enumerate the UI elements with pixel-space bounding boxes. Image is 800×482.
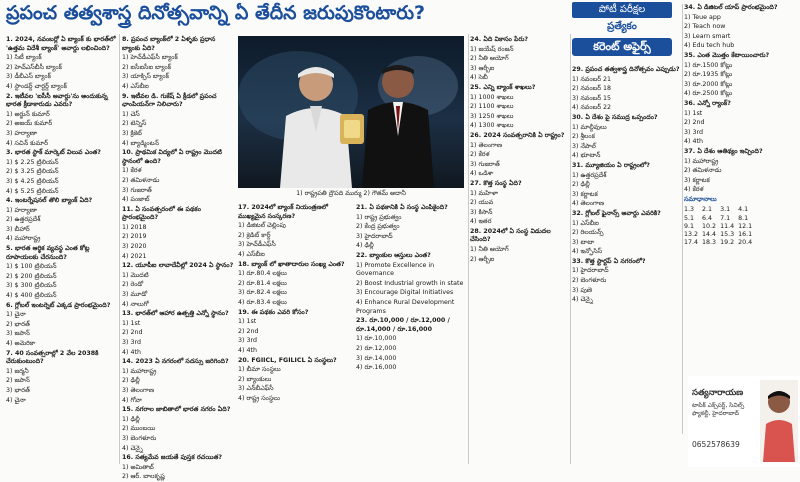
answer-option: 4) ఢిల్లీ <box>356 242 374 250</box>
answer-option: 4) $ 400 ట్రిలియన్ <box>6 292 57 300</box>
answer-option: 3) కర్ణాటక <box>684 176 710 184</box>
answer-option: 3) 3rd <box>238 337 257 345</box>
question-text: 14. 2023 ఏ నగరంలో సదస్సు జరిగింది? <box>122 358 229 366</box>
answer-option: 1) ఎస్‌బీఐ <box>572 219 599 227</box>
answer-option: 4) స్టాండర్డ్ చార్టర్డ్ బ్యాంక్ <box>6 82 67 90</box>
answer-option: 4) రాష్ట్ర సంస్థలు <box>238 394 280 402</box>
answer-option: 3) $ 4.25 ట్రిలియన్ <box>6 177 59 185</box>
answer-option: 3) ఆర్బీఐ <box>470 64 495 72</box>
answer-option: 3) Encourage Digital Initiatives <box>356 289 454 297</box>
answer-option: 3) 3rd <box>684 128 703 136</box>
author-box <box>688 376 800 467</box>
answer-option: 3) డీబీఎస్ బ్యాంక్ <box>6 73 51 81</box>
question-text: 22. బ్యాంకుల ఆస్తులు ఎంత? <box>356 251 431 259</box>
answer-cell: 13.2 <box>684 231 699 239</box>
answer-option: 3) బెంగళూరు <box>122 434 157 442</box>
answer-option: 2) తమిళనాడు <box>122 176 160 184</box>
answer-option: 3) నేపాల్ <box>572 142 596 150</box>
answer-option: 2) తమిళనాడు <box>684 167 722 175</box>
answer-option: 1) $ 100 ట్రిలియన్ <box>6 263 57 271</box>
answer-option: 1) మాల్దీవులు <box>572 123 607 131</box>
question-text: 28. 2024లో ఏ సంస్థ విడుదల చేసింది? <box>470 227 551 244</box>
answer-option: 1) ఢిల్లీ <box>122 415 140 423</box>
answer-option: 2) అజయ్ కుమార్ <box>6 120 53 128</box>
column-divider <box>682 4 683 434</box>
answer-option: 3) రూ.14,000 <box>356 354 397 362</box>
answer-option: 1) 1st <box>684 109 703 117</box>
question-text: 34. ఏ డిజిటల్ యాప్ ప్రారంభమైంది? <box>684 4 778 11</box>
question-text: 18. బ్యాంక్ లో ఖాతాదారుల సంఖ్య ఎంత? <box>238 260 345 268</box>
question-text: 16. సత్యమేవ జయతే పుస్తక రచయిత? <box>122 454 222 462</box>
answers-title: సమాధానాలు <box>684 195 717 203</box>
answer-option: 1) జర్మనీ <box>6 367 29 375</box>
question-text: 7. 40 సంవత్సరాల్లో 2 వేల 2038కి చేరుకుంటుంది? <box>6 349 99 366</box>
question-text: 4. ఇంటర్నేషనల్ తొలి బ్యాంక్ ఏది? <box>6 197 93 205</box>
answer-option: 3) బీహార్ <box>6 225 30 233</box>
answer-cell: 20.4 <box>738 239 753 247</box>
answer-cell: 12.1 <box>738 222 753 230</box>
answer-option: 3) భారత్ <box>6 386 30 394</box>
answer-cell: 19.2 <box>720 239 735 247</box>
answer-option: 2) నవంబర్ 18 <box>572 85 612 93</box>
question-text: 17. 2024లో బ్యాంక్ నియంత్రణలో ముఖ్యమైన సంస్కరణ? <box>238 204 329 220</box>
answer-option: 3) జపాన్ <box>6 330 30 338</box>
answer-option: 3) మూడో <box>122 291 148 299</box>
answer-option: 4) Edu tech hub <box>684 42 735 50</box>
answer-option: 4) 2021 <box>122 252 147 260</box>
answer-option: 1) కేరళ <box>122 167 142 175</box>
question-text: 26. 2024 సంవత్సరానికి ఏ రాష్ట్రం? <box>470 131 565 139</box>
question-text: 5. భారత ఆర్థిక వ్యవస్థ ఎంత కోట్ల రూపాయలకు చేరనుంది? <box>6 245 90 261</box>
column-divider <box>119 34 120 464</box>
answer-option: 2) రిలయన్స్ <box>572 229 604 237</box>
answer-option: 1) సిటీ బ్యాంక్ <box>6 54 42 62</box>
photo-caption: 1) రాష్ట్రపతి ద్రౌపది ముర్ము 2) గౌతమ్ అదానీ <box>296 190 406 197</box>
answer-option: 4) మహారాష్ట్ర <box>6 235 41 243</box>
question-text: 32. గ్లోబల్ ఫైనాన్స్ అవార్డు ఎవరికి? <box>572 209 661 217</box>
answer-option: 3) కర్ణాటక <box>572 190 598 198</box>
question-text: 24. ఏది వికాసం పేరు? <box>470 36 529 43</box>
answer-cell: 3.1 <box>720 206 731 214</box>
answer-cell: 8.1 <box>738 214 749 222</box>
question-text: 35. ఎంత మొత్తం కేటాయించారు? <box>684 51 770 59</box>
answer-option: 4) సెబీ <box>470 74 488 82</box>
answer-option: 2) రూ.81.4 లక్షలు <box>238 279 287 287</box>
question-text: 30. ఏ దేశం పై సముద్ర ఒప్పందం? <box>572 113 658 121</box>
answer-option: 1) మహిళా <box>470 189 498 197</box>
answer-option: 1) జయేష్ రంజన్ <box>470 45 514 53</box>
author-phone: 0652578639 <box>692 440 740 449</box>
banner-tag-exams: పోటీ పరీక్షల <box>572 2 672 18</box>
answer-option: 4) ఇన్ఫోసిస్ <box>572 248 603 256</box>
answer-option: 1) అమితాబ్ <box>122 463 154 471</box>
answer-option: 2) హెచ్‌ఎస్‌బీసీ బ్యాంక్ <box>6 63 62 71</box>
question-column-2 <box>122 36 234 481</box>
answer-option: 2) భారత్ <box>6 320 30 328</box>
answer-option: 2) 2nd <box>238 327 259 335</box>
banner-tag-current-affairs: కరెంట్ అఫైర్స్ <box>572 38 672 56</box>
question-text: 37. ఏ దేశం ఆతిథ్యం ఇచ్చింది? <box>684 147 763 155</box>
answer-option: 2) ముంబయి <box>122 425 156 433</box>
answer-option: 1) తెలంగాణ <box>470 141 503 149</box>
answer-option: 4) ఎస్‌బీఐ <box>122 82 149 90</box>
answer-option: 2) రూ.1935 కోట్లు <box>684 71 733 79</box>
question-text: 13. భారత్‌లో ఆహార ఉత్పత్తి ఎన్నో స్థానం? <box>122 310 229 318</box>
answer-option: 3) 1250 శాఖలు <box>470 112 514 120</box>
answer-option: 1) చైనా <box>6 311 26 319</box>
question-text: 31. మ్యూజియం ఏ రాష్ట్రంలో? <box>572 161 650 169</box>
answer-option: 2) టెన్నిస్ <box>122 120 147 128</box>
column-divider <box>570 34 571 464</box>
answer-option: 2) నీతి ఆయోగ్ <box>470 55 509 63</box>
answer-option: 4) నవంబర్ 22 <box>572 104 612 112</box>
answer-cell: 11.4 <box>720 222 735 230</box>
question-text: 27. కొత్త సంస్థ ఏది? <box>470 179 522 187</box>
question-text: 9. ఇటీవల డి. గుకేష్ ఏ క్రీడలో ప్రపంచ ఛాంపియన్‌గా నిలిచారు? <box>122 92 217 109</box>
answer-option: 2) ఉత్తరప్రదేశ్ <box>6 216 41 224</box>
answer-option: 3) హెచ్‌డీఎఫ్‌సీ <box>238 241 276 249</box>
question-column-7 <box>684 4 798 374</box>
answer-cell: 2.1 <box>702 206 713 214</box>
answer-option: 4) 4th <box>122 348 141 356</box>
question-text: 10. ప్రాథమిక విద్యలో ఏ రాష్ట్రం మొదటి స్థానంలో ఉంది? <box>122 149 222 165</box>
answer-option: 1) 1st <box>122 319 141 327</box>
banner-tag-special: ప్రత్యేకం <box>607 21 637 32</box>
answer-option: 3) $ 300 ట్రిలియన్ <box>6 282 57 290</box>
answer-option: 3) కిసాన్ <box>470 208 493 216</box>
answers-row <box>684 231 756 239</box>
answer-option: 1) రూ.80.4 లక్షలు <box>238 270 287 278</box>
answer-option: 1) డిజిటల్ చెల్లింపు <box>238 222 286 230</box>
answer-option: 2) బెంగళూరు <box>572 277 607 285</box>
question-text: 21. ఏ పథకానికి ఏ సంస్థ ఎంపికైంది? <box>356 204 448 211</box>
answer-cell: 10.2 <box>702 222 717 230</box>
author-photo <box>760 380 798 462</box>
author-name: సత్యనారాయణ <box>692 388 744 398</box>
answer-option: 2) Teach now <box>684 23 726 31</box>
answer-cell: 6.4 <box>702 214 713 222</box>
answer-cell: 7.1 <box>720 214 731 222</box>
answer-option: 2) కేరళ <box>470 151 490 159</box>
question-column-6 <box>572 66 680 466</box>
answers-table <box>684 206 756 247</box>
answers-row <box>684 206 756 214</box>
answer-option: 4) Enhance Rural Development Programs <box>356 298 455 315</box>
answer-option: 1) Teue app <box>684 13 721 21</box>
answer-option: 2) క్రెడిట్ కార్డ్ <box>238 231 271 239</box>
answer-option: 3) 2020 <box>122 243 147 251</box>
answer-cell: 16.1 <box>738 231 753 239</box>
answer-option: 2) రూ.12,000 <box>356 344 397 352</box>
answer-cell: 4.1 <box>738 206 749 214</box>
answer-option: 4) చైనా <box>6 396 26 404</box>
answer-option: 4) 4th <box>238 346 257 354</box>
answer-option: 4) గోవా <box>122 396 142 404</box>
question-text: 3. భారత స్టాక్ మార్కెట్ విలువ ఎంత? <box>6 149 101 157</box>
question-text: 19. ఈ పథకం ఎవరి కోసం? <box>238 308 309 316</box>
answer-option: 2) రెండో <box>122 281 144 289</box>
answer-option: 4) తెలంగాణ <box>572 200 605 208</box>
answer-option: 2) 2nd <box>122 329 143 337</box>
answer-option: 4) 4th <box>684 138 703 146</box>
answer-cell: 1.3 <box>684 206 695 214</box>
question-column-3 <box>238 204 352 466</box>
award-ceremony-image <box>238 36 464 188</box>
answer-option: 4) రూ.2500 కోట్లు <box>684 90 733 98</box>
answer-option: 4) చెన్నై <box>572 296 593 304</box>
answer-option: 3) పుణె <box>572 286 592 294</box>
answer-cell: 14.4 <box>702 231 717 239</box>
answer-option: 1) మహారాష్ట్ర <box>122 367 157 375</box>
question-text: 33. కొత్త స్టార్టప్ ఏ నగరంలో? <box>572 257 646 265</box>
answer-option: 2) Boost Industrial growth in state <box>356 279 464 287</box>
answer-option: 3) 3rd <box>122 339 141 346</box>
answer-option: 1) 2018 <box>122 223 147 231</box>
answer-option: 4) ఒడిశా <box>470 170 494 178</box>
question-text: 2. ఇటీవల 'ఐసీసీ అవార్డు'ను అందుకున్న భారత క్రీడాకారుడు ఎవరు? <box>6 92 108 109</box>
answer-option: 4) చెన్నై <box>122 444 143 452</box>
article-headline: ప్రపంచ తత్వశాస్త్ర దినోత్సవాన్ని ఏ తేదీన జరుపుకొంటారు? <box>6 2 426 24</box>
answer-option: 1) బీమా సంస్థలు <box>238 366 281 374</box>
answer-option: 3) ఎన్‌బీఎఫ్‌సీ <box>238 385 274 393</box>
question-text: 20. FGIICL, FGILICL ఏ సంస్థలు? <box>238 356 337 364</box>
answer-cell: 9.1 <box>684 222 695 230</box>
answer-option: 4) 1300 శాఖలు <box>470 122 514 130</box>
answer-option: 1) Promote Excellence in Governance <box>356 261 435 278</box>
answer-option: 1) రూ.1500 కోట్లు <box>684 61 733 69</box>
answer-option: 1) హెచ్‌డీఎఫ్‌సీ బ్యాంక్ <box>122 54 178 62</box>
answer-option: 2) 2nd <box>684 119 705 127</box>
answer-option: 2) ఆర్. బాలకృష్ణ <box>122 473 165 481</box>
answers-row <box>684 215 756 223</box>
answer-option: 2) కేంద్ర ప్రభుత్వం <box>356 223 400 231</box>
answer-option: 1) హర్యాణా <box>6 206 38 214</box>
answer-option: 3) నవంబర్ 15 <box>572 94 612 102</box>
answers-row <box>684 223 756 231</box>
answer-option: 3) హైదరాబాద్ <box>356 232 393 240</box>
answer-option: 2) $ 200 ట్రిలియన్ <box>6 272 57 280</box>
question-text: 6. గ్లోబల్ ఇంటర్నెట్ ఎక్కడ ప్రారంభమైంది? <box>6 301 111 309</box>
answer-option: 2) $ 3.25 ట్రిలియన్ <box>6 168 59 176</box>
question-text: 12. యూపీఐ లావాదేవీల్లో 2024 ఏ స్థానం? <box>122 262 234 270</box>
answer-option: 3) Learn smart <box>684 32 731 40</box>
answer-option: 2) జపాన్ <box>6 377 30 385</box>
question-text: 8. ప్రపంచ బ్యాంక్‌లో 2 ఏళ్ళకు ప్రధాన బ్యాంకు ఏది? <box>122 36 216 52</box>
answer-option: 2) 2019 <box>122 233 147 241</box>
answer-option: 2) ఆర్బీఐ <box>470 255 495 263</box>
answer-option: 4) సచిన్ కుమార్ <box>6 139 49 147</box>
answer-option: 1) నీతి ఆయోగ్ <box>470 246 509 254</box>
answer-option: 1) రూ.10,000 <box>356 335 397 343</box>
answer-option: 1) 1st <box>238 318 257 326</box>
answer-option: 2) ఢిల్లీ <box>122 377 140 385</box>
answer-option: 1) హైదరాబాద్ <box>572 267 609 275</box>
answer-option: 4) పంజాబ్ <box>122 196 150 204</box>
answer-option: 3) తెలంగాణ <box>122 386 155 394</box>
question-column-1 <box>6 36 116 466</box>
answer-option: 2) ఢిల్లీ <box>572 181 590 189</box>
answer-cell: 15.3 <box>720 231 735 239</box>
question-text: 23. రూ.10,000 / రూ.12,000 / రూ.14,000 / రూ.16,000 <box>356 317 450 333</box>
column-divider <box>468 34 469 464</box>
question-text: 25. ఎన్ని బ్యాంక్ శాఖలు? <box>470 83 536 91</box>
answer-option: 3) గుజరాత్ <box>122 186 152 194</box>
answer-option: 3) హర్యాణా <box>6 129 38 137</box>
answer-option: 3) గుజరాత్ <box>470 160 500 168</box>
author-role: టాపిక్ ఎక్స్‌పర్ట్, సివిల్స్ ఫ్యాకల్టీ, హైదరాబాద్ <box>692 402 745 417</box>
answer-option: 1) ఉత్తరప్రదేశ్ <box>572 171 607 179</box>
answer-option: 4) బ్యాడ్మింటన్ <box>122 139 159 147</box>
answer-option: 1) నవంబర్ 21 <box>572 75 612 83</box>
answer-option: 1) రాష్ట్ర ప్రభుత్వం <box>356 213 402 221</box>
answer-option: 4) నాలుగో <box>122 300 149 308</box>
question-text: 1. 2024, నవంబర్లో ఏ బ్యాంక్ కు భారత్‌లో 'ఉత్తమ విదేశీ బ్యాంక్' అవార్డు లభించింది? <box>6 36 116 52</box>
answer-option: 4) రూ.83.4 లక్షలు <box>238 298 287 306</box>
question-text: 36. ఎన్నో ర్యాంక్? <box>684 99 731 107</box>
question-text: 15. నగరాల జాబితాలో భారత నగరం ఏది? <box>122 406 231 414</box>
answer-option: 3) రూ.82.4 లక్షలు <box>238 289 287 297</box>
answer-option: 1) అర్జున్ కుమార్ <box>6 110 50 118</box>
question-column-5 <box>470 36 568 466</box>
answer-option: 1) 1000 శాఖలు <box>470 93 514 101</box>
answer-option: 2) 1100 శాఖలు <box>470 103 514 111</box>
answer-option: 3) యాక్సిస్ బ్యాంక్ <box>122 73 169 81</box>
award-photo <box>238 36 464 188</box>
answer-option: 4) భూటాన్ <box>572 152 601 160</box>
answer-option: 2) బ్యాంకులు <box>238 375 272 383</box>
answer-option: 1) చెస్ <box>122 110 140 118</box>
answer-option: 4) ఇతర <box>470 218 492 226</box>
answer-option: 4) అమెరికా <box>6 340 36 347</box>
question-column-4 <box>356 204 466 466</box>
answer-cell: 17.4 <box>684 239 699 247</box>
answer-option: 4) $ 5.25 ట్రిలియన్ <box>6 187 59 195</box>
answer-option: 3) రూ.2000 కోట్లు <box>684 80 733 88</box>
answer-cell: 5.1 <box>684 214 695 222</box>
answer-option: 4) ఎస్‌బీఐ <box>238 250 265 258</box>
section-banner <box>572 0 672 62</box>
answer-cell: 18.3 <box>702 239 717 247</box>
answer-option: 2) ఐసీఐసీఐ బ్యాంక్ <box>122 63 172 71</box>
answer-option: 3) క్రికెట్ <box>122 129 142 137</box>
answer-option: 1) మొదటి <box>122 271 149 279</box>
answer-option: 1) $ 2.25 ట్రిలియన్ <box>6 158 59 166</box>
answer-option: 1) మహారాష్ట్ర <box>684 157 719 165</box>
answer-option: 3) టాటా <box>572 238 595 246</box>
answer-option: 4) కేరళ <box>684 186 704 194</box>
answer-option: 4) రూ.16,000 <box>356 364 397 372</box>
answer-option: 2) యువ <box>470 199 494 207</box>
answers-row <box>684 239 756 247</box>
question-text: 11. ఏ సంవత్సరంలో ఈ పథకం ప్రారంభమైంది? <box>122 205 201 222</box>
question-text: 29. ప్రపంచ తత్వశాస్త్ర దినోత్సవం ఎప్పుడు? <box>572 66 680 73</box>
answer-option: 2) శ్రీలంక <box>572 133 595 141</box>
